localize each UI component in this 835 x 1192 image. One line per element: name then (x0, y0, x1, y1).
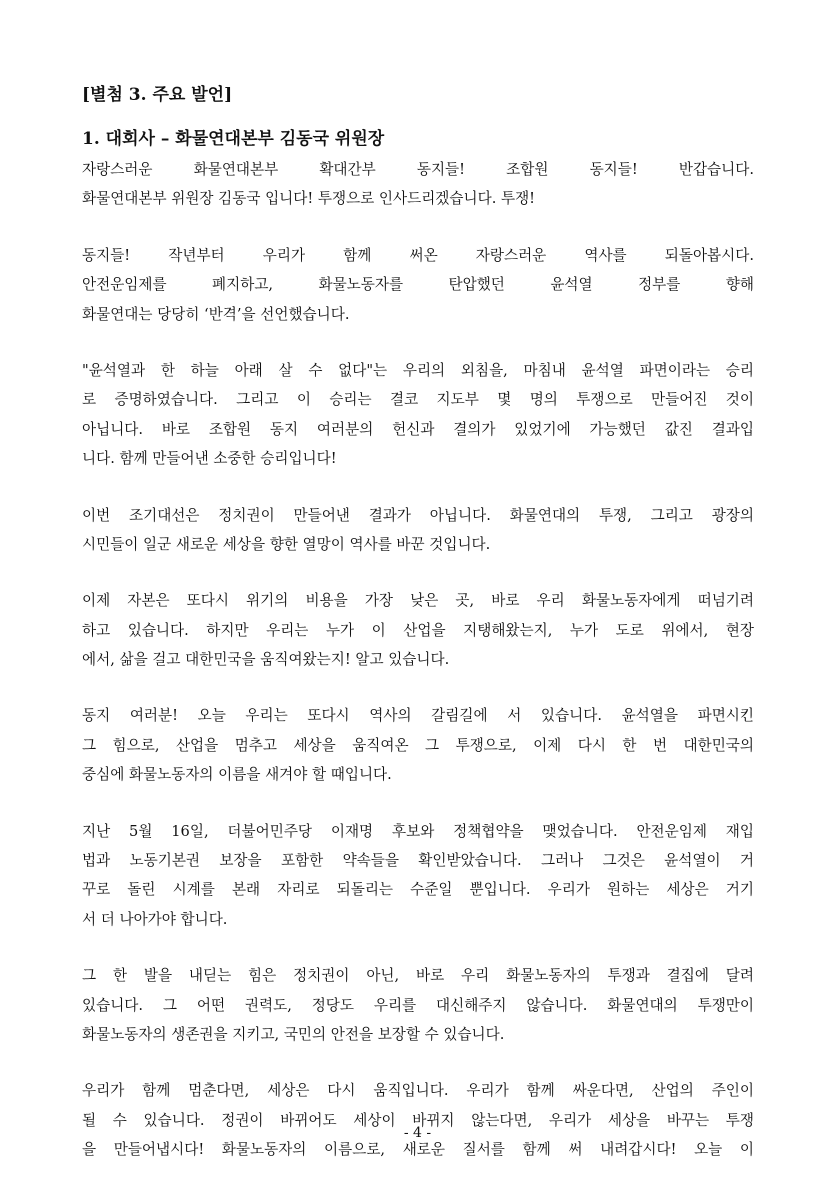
paragraph (82, 961, 754, 1049)
text-line: 있습니다. 그 어떤 권력도, 정당도 우리를 대신해주지 않습니다. 화물연대의 투쟁만이 (82, 996, 754, 1014)
paragraph (82, 155, 754, 214)
text-line: 꾸로 돌린 시계를 본래 자리로 되돌리는 수준일 뿐입니다. 우리가 원하는 세상은 거기 (82, 881, 754, 899)
text-line: 지난 5월 16일, 더불어민주당 이재명 후보와 정책협약을 맺었습니다. 안전운임제 재입 (82, 822, 754, 840)
paragraph (82, 356, 754, 474)
text-line: 아닙니다. 바로 조합원 동지 여러분의 헌신과 결의가 있었기에 가능했던 값진 결과입 (82, 420, 754, 438)
text-line: 동지들! 작년부터 우리가 함께 써온 자랑스러운 역사를 되돌아봅시다. (82, 246, 754, 264)
text-line: 될 수 있습니다. 정권이 바뀌어도 세상이 바뀌지 않는다면, 우리가 세상을 바꾸는 투쟁 (82, 1111, 754, 1129)
text-line: "윤석열과 한 하늘 아래 살 수 없다"는 우리의 외침을, 마침내 윤석열 파면이라는 승리 (82, 361, 754, 379)
text-line: 그 한 발을 내딛는 힘은 정치권이 아닌, 바로 우리 화물노동자의 투쟁과 결집에 달려 (82, 967, 754, 985)
paragraph (82, 1076, 754, 1164)
text-line: 법과 노동기본권 보장을 포함한 약속들을 확인받았습니다. 그러나 그것은 윤석열이 거 (82, 852, 754, 870)
text-line: 에서, 삶을 걸고 대한민국을 움직여왔는지! 알고 있습니다. (82, 651, 450, 669)
text-line: 하고 있습니다. 하지만 우리는 누가 이 산업을 지탱해왔는지, 누가 도로 위에서, 현장 (82, 621, 754, 639)
paragraph (82, 241, 754, 329)
text-line: 안전운임제를 폐지하고, 화물노동자를 탄압했던 윤석열 정부를 향해 (82, 276, 754, 294)
speech-body (82, 155, 754, 1165)
text-line: 동지 여러분! 오늘 우리는 또다시 역사의 갈림길에 서 있습니다. 윤석열을 파면시킨 (82, 707, 754, 725)
text-line: 을 만들어냅시다! 화물노동자의 이름으로, 새로운 질서를 함께 써 내려갑시다! 오늘 이 (82, 1141, 754, 1159)
text-line: 시민들이 일군 새로운 세상을 향한 열망이 역사를 바꾼 것입니다. (82, 535, 491, 553)
paragraph (82, 817, 754, 935)
paragraph (82, 701, 754, 789)
section-heading: 1. 대회사 – 화물연대본부 김동국 위원장 (82, 129, 385, 149)
text-line: 그 힘으로, 산업을 멈추고 세상을 움직여온 그 투쟁으로, 이제 다시 한 번 대한민국의 (82, 736, 754, 754)
text-line: 화물노동자의 생존권을 지키고, 국민의 안전을 보장할 수 있습니다. (82, 1025, 505, 1043)
document-page (82, 80, 754, 1192)
text-line: 화물연대는 당당히 ‘반격’을 선언했습니다. (82, 305, 350, 323)
paragraph (82, 586, 754, 674)
text-line: 이번 조기대선은 정치권이 만들어낸 결과가 아닙니다. 화물연대의 투쟁, 그리고 광장의 (82, 506, 754, 524)
page-number: - 4 - (403, 1125, 432, 1141)
paragraph (82, 501, 754, 560)
annex-title: [별첨 3. 주요 발언] (82, 85, 233, 105)
text-line: 우리가 함께 멈춘다면, 세상은 다시 움직입니다. 우리가 함께 싸운다면, 산업의 주인이 (82, 1082, 754, 1100)
text-line: 자랑스러운 화물연대본부 확대간부 동지들! 조합원 동지들! 반갑습니다. (82, 161, 754, 178)
text-line: 화물연대본부 위원장 김동국 입니다! 투쟁으로 인사드리겠습니다. 투쟁! (82, 190, 536, 208)
text-line: 니다. 함께 만들어낸 소중한 승리입니다! (82, 450, 337, 468)
text-line: 이제 자본은 또다시 위기의 비용을 가장 낮은 곳, 바로 우리 화물노동자에게 떠넘기려 (82, 592, 754, 610)
text-line: 서 더 나아가야 합니다. (82, 910, 228, 928)
text-line: 로 증명하였습니다. 그리고 이 승리는 결코 지도부 몇 명의 투쟁으로 만들어진 것이 (82, 391, 754, 409)
text-line: 중심에 화물노동자의 이름을 새겨야 할 때입니다. (82, 766, 392, 784)
